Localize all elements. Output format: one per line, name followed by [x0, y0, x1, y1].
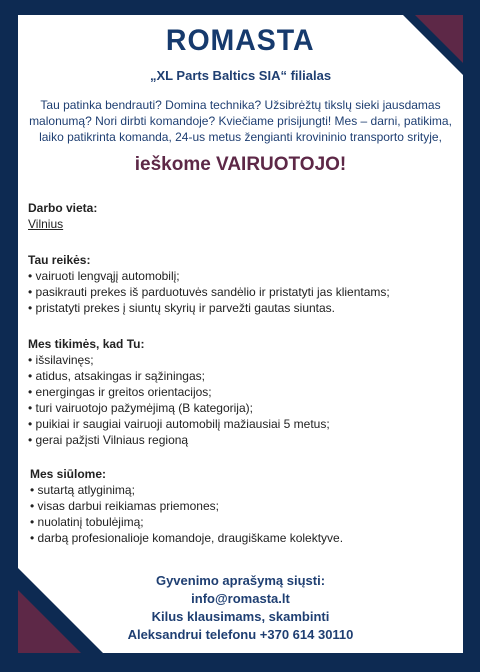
offer-section — [30, 466, 343, 546]
contact-block — [18, 572, 463, 644]
offer-item: • darbą profesionalioje komandoje, draugiškame kolektyve. — [30, 530, 343, 546]
expectations-item: • energingas ir greitos orientacijos; — [28, 384, 330, 400]
expectations-item: • išsilavinęs; — [28, 352, 330, 368]
offer-item: • visas darbui reikiamas priemones; — [30, 498, 343, 514]
company-logo — [18, 24, 463, 58]
logo-text: ROMASTA — [166, 24, 315, 57]
expectations-title: Mes tikimės, kad Tu: — [28, 337, 145, 351]
needs-item: • pasikrauti prekes iš parduotuvės sandėlio ir pristatyti jas klientams; — [28, 284, 390, 300]
job-ad-card — [18, 15, 463, 653]
job-headline: ieškome VAIRUOTOJO! — [134, 154, 347, 175]
company-name: „XL Parts Baltics SIA“ filialas — [149, 68, 332, 83]
contact-questions-line: Kilus klausimams, skambinti — [151, 609, 330, 624]
expectations-item: • puikiai ir saugiai vairuoji automobilį mažiausiai 5 metus; — [28, 416, 330, 432]
workplace-title: Darbo vieta: — [28, 201, 98, 215]
workplace-section — [28, 200, 97, 232]
offer-title: Mes siūlome: — [30, 467, 107, 481]
expectations-item: • gerai pažįsti Vilniaus regioną — [28, 432, 330, 448]
needs-item: • pristatyti prekes į siuntų skyrių ir parvežti gautas siuntas. — [28, 300, 390, 316]
workplace-value[interactable]: Vilnius — [28, 217, 64, 231]
offer-item: • nuolatinį tobulėjimą; — [30, 514, 343, 530]
contact-email[interactable]: info@romasta.lt — [191, 591, 290, 606]
expectations-item: • atidus, atsakingas ir sąžiningas; — [28, 368, 330, 384]
contact-cv-line: Gyvenimo aprašymą siųsti: — [155, 573, 326, 588]
needs-item: • vairuoti lengvąjį automobilį; — [28, 268, 390, 284]
needs-title: Tau reikės: — [28, 253, 91, 267]
needs-section — [28, 252, 390, 316]
contact-phone[interactable]: Aleksandrui telefonu +370 614 30110 — [127, 627, 354, 642]
intro-paragraph: Tau patinka bendrauti? Domina technika? Užsibrėžtų tikslų sieki jausdamas malonumą? Nori dirbti komandoje? Kviečiame prisijungti! Mes – darni, patikima, laiko patikrinta komanda, 24-us metus žengianti krovininio transporto srityje, — [29, 98, 452, 144]
expectations-item: • turi vairuotojo pažymėjimą (B kategorija); — [28, 400, 330, 416]
expectations-section — [28, 336, 330, 448]
offer-item: • sutartą atlyginimą; — [30, 482, 343, 498]
